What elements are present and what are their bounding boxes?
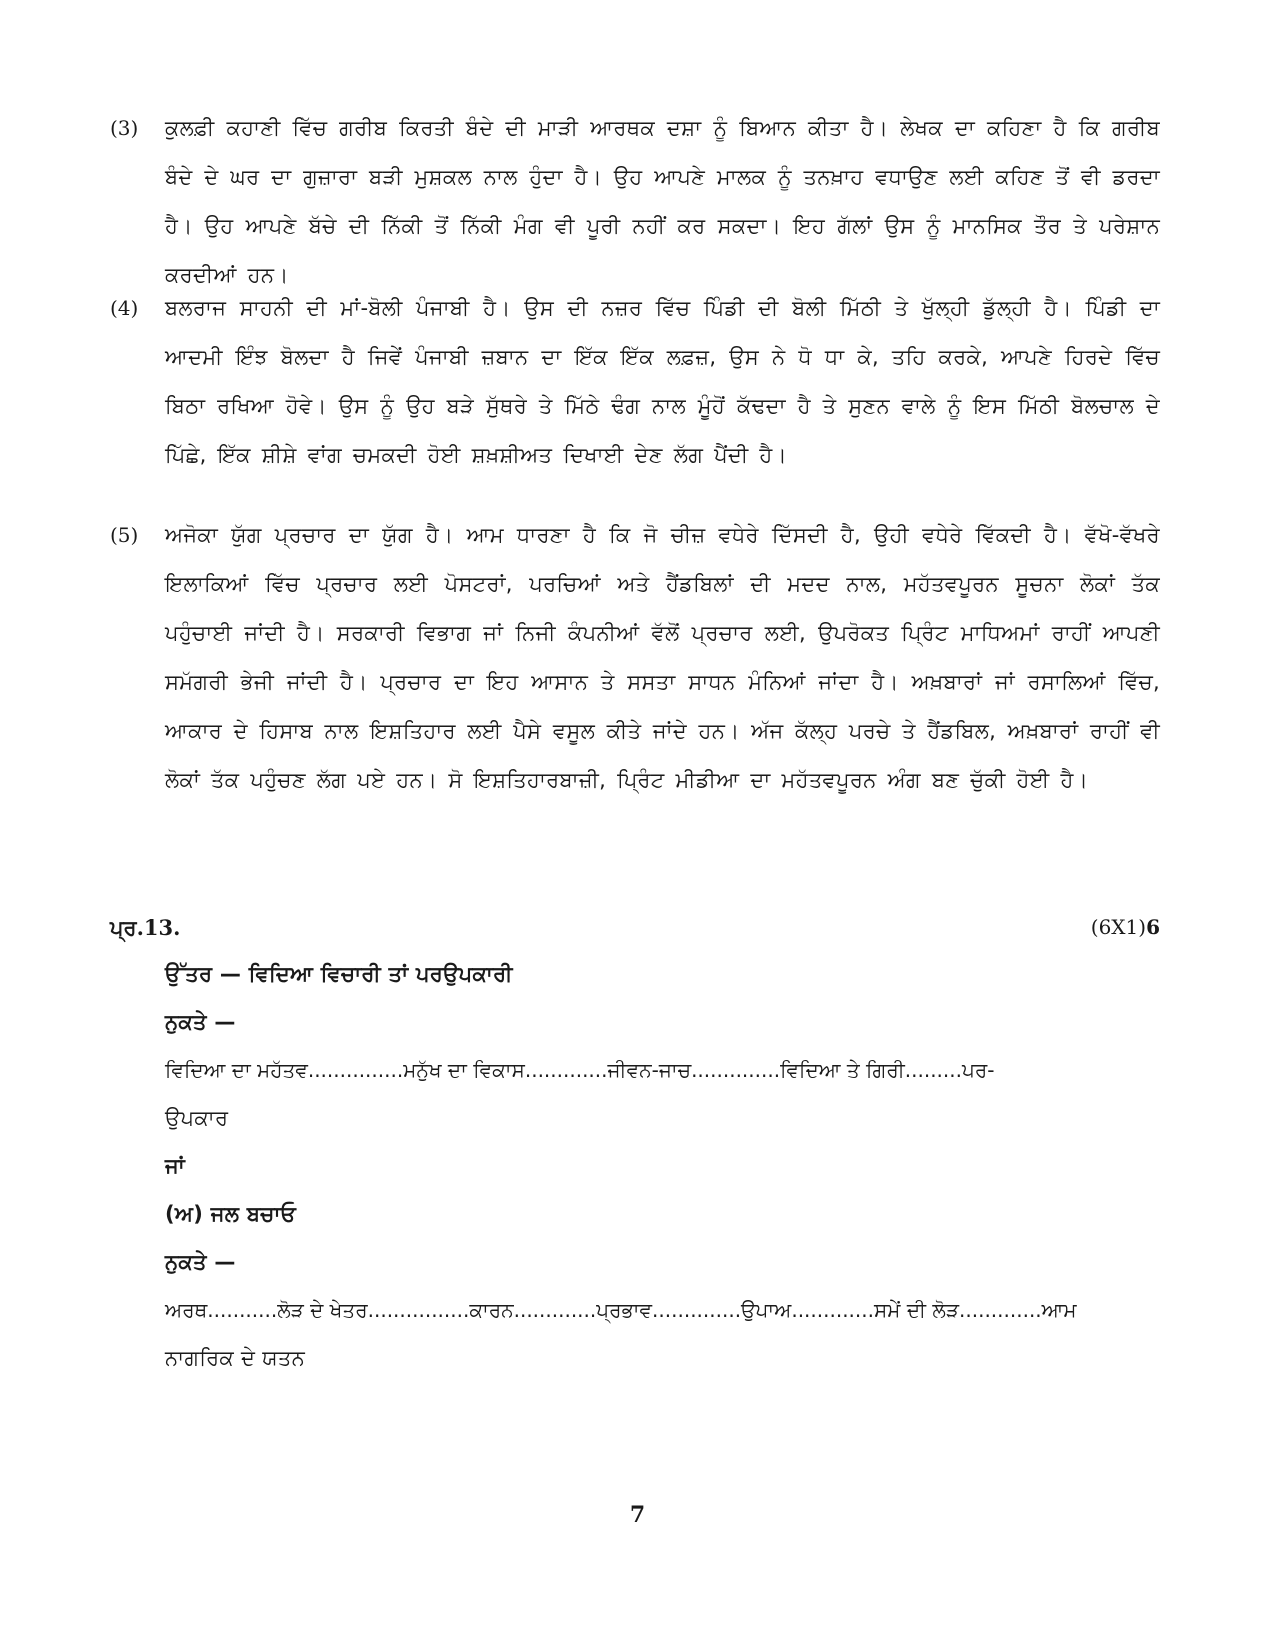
- answer-paragraph-5: [110, 511, 1160, 805]
- alternate-title: (ਅ) ਜਲ ਬਚਾਓ: [165, 1202, 297, 1226]
- points-outline-continued: ਨਾਗਰਿਕ ਦੇ ਯਤਨ: [165, 1346, 306, 1370]
- or-label: ਜਾਂ: [165, 1154, 185, 1178]
- points-label: ਨੁਕਤੇ —: [165, 1010, 236, 1034]
- paragraph-number: (5): [110, 523, 139, 547]
- answer-paragraph-4: [110, 284, 1160, 480]
- question-marks: [1091, 915, 1160, 939]
- question-number: ਪ੍ਰ.13.: [110, 915, 181, 940]
- marks-total: 6: [1146, 915, 1160, 939]
- paragraph-number: (3): [110, 116, 139, 140]
- question-header: [110, 915, 1160, 955]
- points-label: ਨੁਕਤੇ —: [165, 1250, 236, 1274]
- points-outline: ਅਰਥ...........ਲੋੜ ਦੇ ਖੇਤਰ................ਕਾਰਨ.............ਪ੍ਰਭਾਵ..............ਉਪਾਅ.............ਸਮੇਂ ਦੀ ਲੋੜ.............ਆਮ: [165, 1298, 1077, 1322]
- points-outline-continued: ਉਪਕਾਰ: [165, 1106, 229, 1130]
- points-outline: ਵਿਦਿਆ ਦਾ ਮਹੱਤਵ...............ਮਨੁੱਖ ਦਾ ਵਿਕਾਸ.............ਜੀਵਨ-ਜਾਚ..............ਵਿਦਿਆ ਤੇ ਗਿਰੀ.........ਪਰ-: [165, 1058, 995, 1082]
- answer-title: ਉੱਤਰ — ਵਿਦਿਆ ਵਿਚਾਰੀ ਤਾਂ ਪਰਉਪਕਾਰੀ: [165, 962, 513, 986]
- page-number: 7: [629, 1502, 646, 1528]
- paragraph-text: ਅਜੋਕਾ ਯੁੱਗ ਪ੍ਰਚਾਰ ਦਾ ਯੁੱਗ ਹੈ। ਆਮ ਧਾਰਣਾ ਹੈ ਕਿ ਜੋ ਚੀਜ਼ ਵਧੇਰੇ ਦਿੱਸਦੀ ਹੈ, ਉਹੀ ਵਧੇਰੇ ਵਿੱਕਦੀ ਹੈ। ਵੱਖੋ-ਵੱਖਰੇ ਇਲਾਕਿਆਂ ਵਿੱਚ ਪ੍ਰਚਾਰ ਲਈ ਪੋਸਟਰਾਂ, ਪਰਚਿਆਂ ਅਤੇ ਹੈਂਡਬਿਲਾਂ ਦੀ ਮਦਦ ਨਾਲ, ਮਹੱਤਵਪੂਰਨ ਸੂਚਨਾ ਲੋਕਾਂ ਤੱਕ ਪਹੁੰਚਾਈ ਜਾਂਦੀ ਹੈ। ਸਰਕਾਰੀ ਵਿਭਾਗ ਜਾਂ ਨਿਜੀ ਕੰਪਨੀਆਂ ਵੱਲੋਂ ਪ੍ਰਚਾਰ ਲਈ, ਉਪਰੋਕਤ ਪ੍ਰਿੰਟ ਮਾਧਿਅਮਾਂ ਰਾਹੀਂ ਆਪਣੀ ਸਮੱਗਰੀ ਭੇਜੀ ਜਾਂਦੀ ਹੈ। ਪ੍ਰਚਾਰ ਦਾ ਇਹ ਆਸਾਨ ਤੇ ਸਸਤਾ ਸਾਧਨ ਮੰਨਿਆਂ ਜਾਂਦਾ ਹੈ। ਅਖ਼ਬਾਰਾਂ ਜਾਂ ਰਸਾਲਿਆਂ ਵਿੱਚ, ਆਕਾਰ ਦੇ ਹਿਸਾਬ ਨਾਲ ਇਸ਼ਤਿਹਾਰ ਲਈ ਪੈਸੇ ਵਸੂਲ ਕੀਤੇ ਜਾਂਦੇ ਹਨ। ਅੱਜ ਕੱਲ੍ਹ ਪਰਚੇ ਤੇ ਹੈਂਡਬਿਲ, ਅਖ਼ਬਾਰਾਂ ਰਾਹੀਂ ਵੀ ਲੋਕਾਂ ਤੱਕ ਪਹੁੰਚਣ ਲੱਗ ਪਏ ਹਨ। ਸੋ ਇਸ਼ਤਿਹਾਰਬਾਜ਼ੀ, ਪ੍ਰਿੰਟ ਮੀਡੀਆ ਦਾ ਮਹੱਤਵਪੂਰਨ ਅੰਗ ਬਣ ਚੁੱਕੀ ਹੋਈ ਹੈ।: [165, 523, 1160, 792]
- paragraph-text: ਕੁਲਫ਼ੀ ਕਹਾਣੀ ਵਿੱਚ ਗਰੀਬ ਕਿਰਤੀ ਬੰਦੇ ਦੀ ਮਾੜੀ ਆਰਥਕ ਦਸ਼ਾ ਨੂੰ ਬਿਆਨ ਕੀਤਾ ਹੈ। ਲੇਖਕ ਦਾ ਕਹਿਣਾ ਹੈ ਕਿ ਗਰੀਬ ਬੰਦੇ ਦੇ ਘਰ ਦਾ ਗੁਜ਼ਾਰਾ ਬੜੀ ਮੁਸ਼ਕਲ ਨਾਲ ਹੁੰਦਾ ਹੈ। ਉਹ ਆਪਣੇ ਮਾਲਕ ਨੂੰ ਤਨਖ਼ਾਹ ਵਧਾਉਣ ਲਈ ਕਹਿਣ ਤੋਂ ਵੀ ਡਰਦਾ ਹੈ। ਉਹ ਆਪਣੇ ਬੱਚੇ ਦੀ ਨਿੱਕੀ ਤੋਂ ਨਿੱਕੀ ਮੰਗ ਵੀ ਪੂਰੀ ਨਹੀਂ ਕਰ ਸਕਦਾ। ਇਹ ਗੱਲਾਂ ਉਸ ਨੂੰ ਮਾਨਸਿਕ ਤੌਰ ਤੇ ਪਰੇਸ਼ਾਨ ਕਰਦੀਆਂ ਹਨ।: [165, 116, 1160, 287]
- paragraph-text: ਬਲਰਾਜ ਸਾਹਨੀ ਦੀ ਮਾਂ-ਬੋਲੀ ਪੰਜਾਬੀ ਹੈ। ਉਸ ਦੀ ਨਜ਼ਰ ਵਿੱਚ ਪਿੰਡੀ ਦੀ ਬੋਲੀ ਮਿੱਠੀ ਤੇ ਖੁੱਲ੍ਹੀ ਡੁੱਲ੍ਹੀ ਹੈ। ਪਿੰਡੀ ਦਾ ਆਦਮੀ ਇੰਝ ਬੋਲਦਾ ਹੈ ਜਿਵੇਂ ਪੰਜਾਬੀ ਜ਼ਬਾਨ ਦਾ ਇੱਕ ਇੱਕ ਲਫ਼ਜ਼, ਉਸ ਨੇ ਧੋ ਧਾ ਕੇ, ਤਹਿ ਕਰਕੇ, ਆਪਣੇ ਹਿਰਦੇ ਵਿੱਚ ਬਿਠਾ ਰਖਿਆ ਹੋਵੇ। ਉਸ ਨੂੰ ਉਹ ਬੜੇ ਸੁੱਥਰੇ ਤੇ ਮਿੱਠੇ ਢੰਗ ਨਾਲ ਮੂੰਹੋਂ ਕੱਢਦਾ ਹੈ ਤੇ ਸੁਣਨ ਵਾਲੇ ਨੂੰ ਇਸ ਮਿੱਠੀ ਬੋਲਚਾਲ ਦੇ ਪਿੱਛੇ, ਇੱਕ ਸ਼ੀਸ਼ੇ ਵਾਂਗ ਚਮਕਦੀ ਹੋਈ ਸ਼ਖ਼ਸ਼ੀਅਤ ਦਿਖਾਈ ਦੇਣ ਲੱਗ ਪੈਂਦੀ ਹੈ।: [165, 296, 1160, 467]
- marks-breakdown: (6X1): [1090, 915, 1147, 939]
- answer-paragraph-3: [110, 104, 1160, 300]
- paragraph-number: (4): [110, 296, 139, 320]
